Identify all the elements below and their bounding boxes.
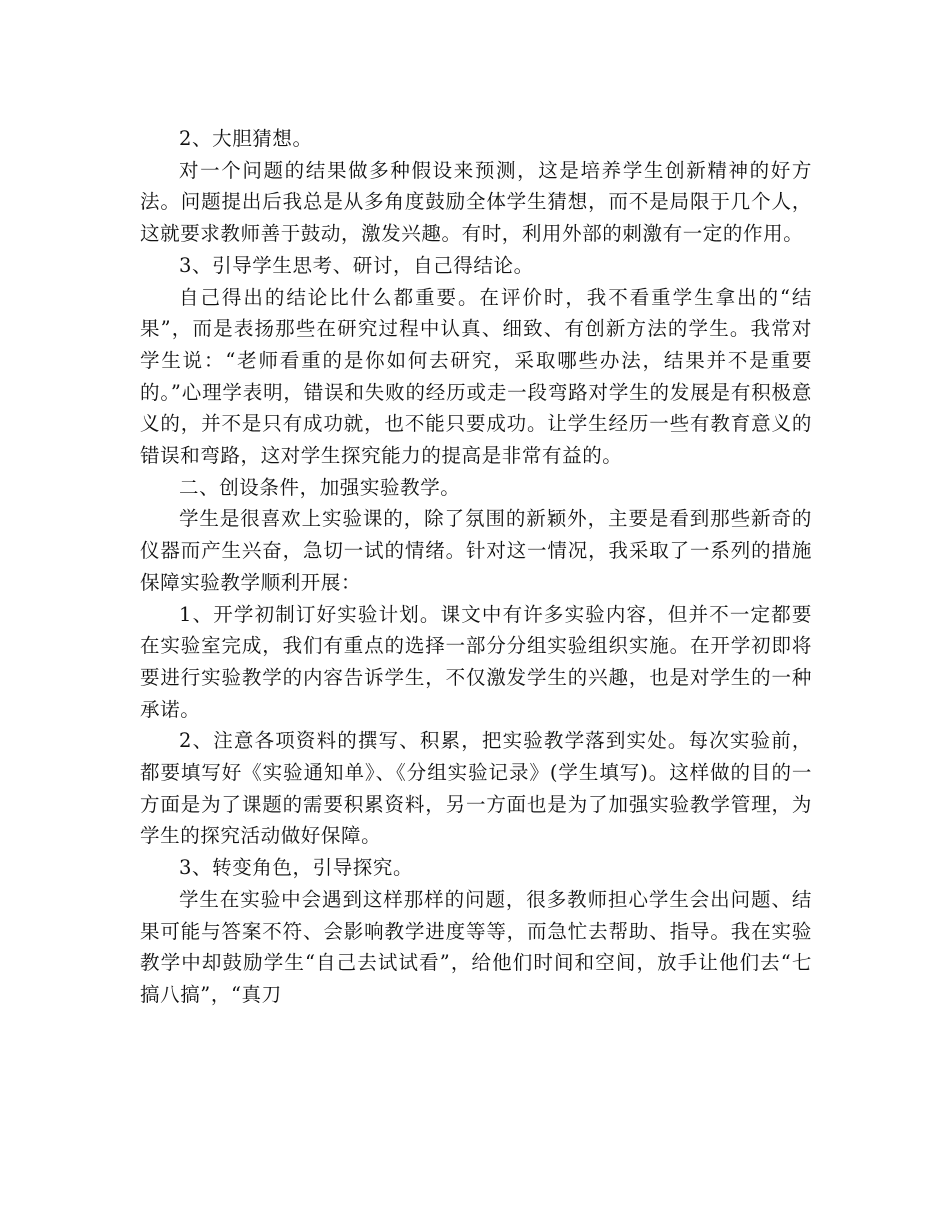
paragraph: 自己得出的结论比什么都重要。在评价时，我不看重学生拿出的“结果”，而是表扬那些在研究过程中认真、细致、有创新方法的学生。我常对学生说：“老师看重的是你如何去研究，采取哪些办法，结果并不是重要的。”心理学表明，错误和失败的经历或走一段弯路对学生的发展是有积极意义的，并不是只有成功就，也不能只要成功。让学生经历一些有教育意义的错误和弯路，这对学生探究能力的提高是非常有益的。 <box>140 285 812 468</box>
paragraph: 学生在实验中会遇到这样那样的问题，很多教师担心学生会出问题、结果可能与答案不符、会影响教学进度等等，而急忙去帮助、指导。我在实验教学中却鼓励学生“自己去试试看”，给他们时间和空间，放手让他们去“七搞八搞”，“真刀 <box>140 887 812 1006</box>
paragraph: 对一个问题的结果做多种假设来预测，这是培养学生创新精神的好方法。问题提出后我总是从多角度鼓励全体学生猜想，而不是局限于几个人，这就要求教师善于鼓动，激发兴趣。有时，利用外部的刺激有一定的作用。 <box>140 158 812 246</box>
paragraph: 学生是很喜欢上实验课的，除了氛围的新颖外，主要是看到那些新奇的仪器而产生兴奋，急切一试的情绪。针对这一情况，我采取了一系列的措施保障实验教学顺利开展： <box>140 507 812 594</box>
paragraph: 2、大胆猜想。 <box>179 127 313 150</box>
document-body <box>140 123 812 1011</box>
paragraph: 3、转变角色，引导探究。 <box>179 856 414 880</box>
paragraph: 1、开学初制订好实验计划。课文中有许多实验内容，但并不一定都要在实验室完成，我们有重点的选择一部分分组实验组织实施。在开学初即将要进行实验教学的内容告诉学生，不仅激发学生的兴趣，也是对学生的一种承诺。 <box>140 602 812 721</box>
paragraph: 2、注意各项资料的撰写、积累，把实验教学落到实处。每次实验前，都要填写好《实验通知单》、《分组实验记录》(学生填写)。这样做的目的一方面是为了课题的需要积累资料，另一方面也是为了加强实验教学管理，为学生的探究活动做好保障。 <box>140 729 812 848</box>
paragraph: 3、引导学生思考、研讨，自己得结论。 <box>179 253 534 277</box>
paragraph: 二、创设条件，加强实验教学。 <box>179 475 461 499</box>
